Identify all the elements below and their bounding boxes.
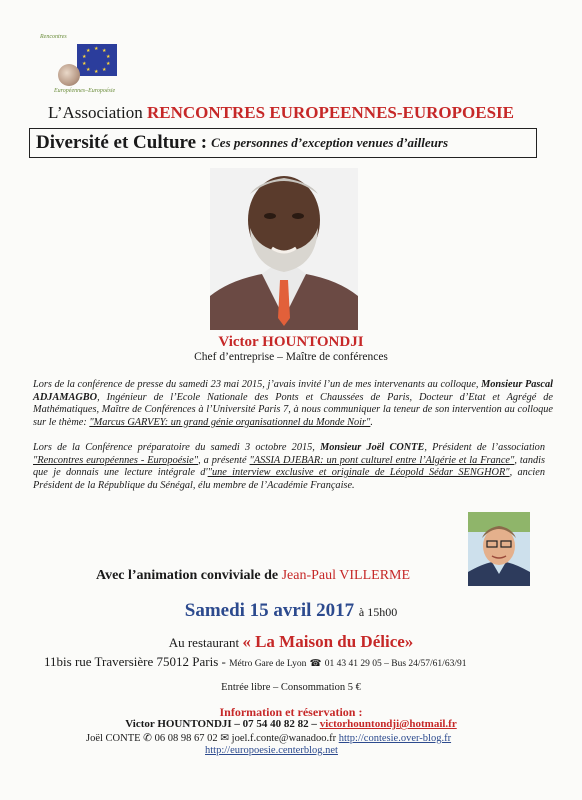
- venue-address: 11bis rue Traversière 75012 Paris - Métro Gare de Lyon ☎ 01 43 41 29 05 – Bus 24/57/61/63/91: [44, 654, 467, 669]
- globe-logo: [58, 64, 80, 86]
- theme-banner: [29, 128, 537, 158]
- animator-portrait-photo: [468, 512, 530, 586]
- association-name: RENCONTRES EUROPEENNES-EUROPOESIE: [147, 103, 515, 122]
- garvey-title: "Marcus GARVEY: un grand génie organisationnel du Monde Noir": [89, 416, 371, 428]
- animator-name: Jean-Paul VILLERME: [281, 568, 411, 583]
- blog-link-contesie[interactable]: http://contesie.over-blog.fr: [338, 733, 452, 744]
- email-link-victor[interactable]: victorhountondji@hotmail.fr: [319, 718, 457, 730]
- entry-info: Entrée libre – Consommation 5 €: [221, 682, 361, 693]
- venue-name: « La Maison du Délice»: [242, 632, 414, 651]
- contact-line-3: [205, 745, 338, 756]
- info-heading: Information et réservation :: [219, 705, 363, 719]
- association-prefix: L’Association: [48, 103, 143, 122]
- event-time: à 15h00: [358, 605, 398, 619]
- theme-title: Diversité et Culture :: [36, 132, 208, 153]
- contact-line-1: Victor HOUNTONDJI – 07 54 40 82 82 – victorhountondji@hotmail.fr: [125, 718, 457, 730]
- blog-link-europoesie[interactable]: http://europoesie.centerblog.net: [205, 745, 338, 756]
- logo-text-top: Rencontres: [40, 34, 67, 40]
- speaker-portrait-photo: [210, 168, 358, 330]
- email-icon: ✉: [220, 733, 230, 744]
- body-paragraph-2: Lors de la Conférence préparatoire du samedi 3 octobre 2015, Monsieur Joël CONTE, Président de l’association "Rencontres européennes - Europoésie", a présenté "ASSIA DJEBAR: un pont culturel entre l’Algérie et la France", tandis que je donnais une lecture intégrale d'"une interview exclusive et originale de Léopold Sédar SENGHOR", ancien Président de la République du Sénégal, élu membre de l’Académie Française.: [33, 442, 546, 491]
- contact-line-2: Joël CONTE ✆ 06 08 98 67 02 ✉ joel.f.conte@wanadoo.fr http://contesie.over-blog.fr: [86, 733, 452, 744]
- eu-flag-logo: ★ ★ ★ ★ ★ ★ ★ ★ ★ ★: [77, 44, 117, 76]
- venue-line: Au restaurant « La Maison du Délice»: [168, 632, 414, 651]
- speaker-role: Chef d’entreprise – Maître de conférences: [194, 351, 388, 363]
- theme-subtitle: Ces personnes d’exception venues d’ailleurs: [211, 135, 449, 150]
- event-date: Samedi 15 avril 2017 à 15h00: [184, 600, 398, 621]
- association-title: [48, 103, 514, 123]
- logo-text-bottom: Européennes–Europoésie: [54, 88, 116, 94]
- body-paragraph-1: Lors de la conférence de presse du samedi 23 mai 2015, j’avais invité l’un de mes intervenants au colloque, Monsieur Pascal ADJAMAGBO, Ingénieur de l’Ecole Nationale des Ponts et Chaussées de Paris, Docteur d’Etat et Agrégé de Mathématiques, Maître de Conférences à l’Université Paris 7, à nous communiquer la teneur de son intervention au colloque sur le thème: "Marcus GARVEY: un grand génie organisationnel du Monde Noir".: [33, 379, 553, 428]
- speaker-name: Victor HOUNTONDJI: [218, 334, 364, 350]
- mobile-phone-icon: ✆: [143, 733, 152, 744]
- phone-icon: ☎: [309, 659, 322, 669]
- animation-line: Avec l’animation conviviale de Jean-Paul VILLERME: [96, 568, 411, 583]
